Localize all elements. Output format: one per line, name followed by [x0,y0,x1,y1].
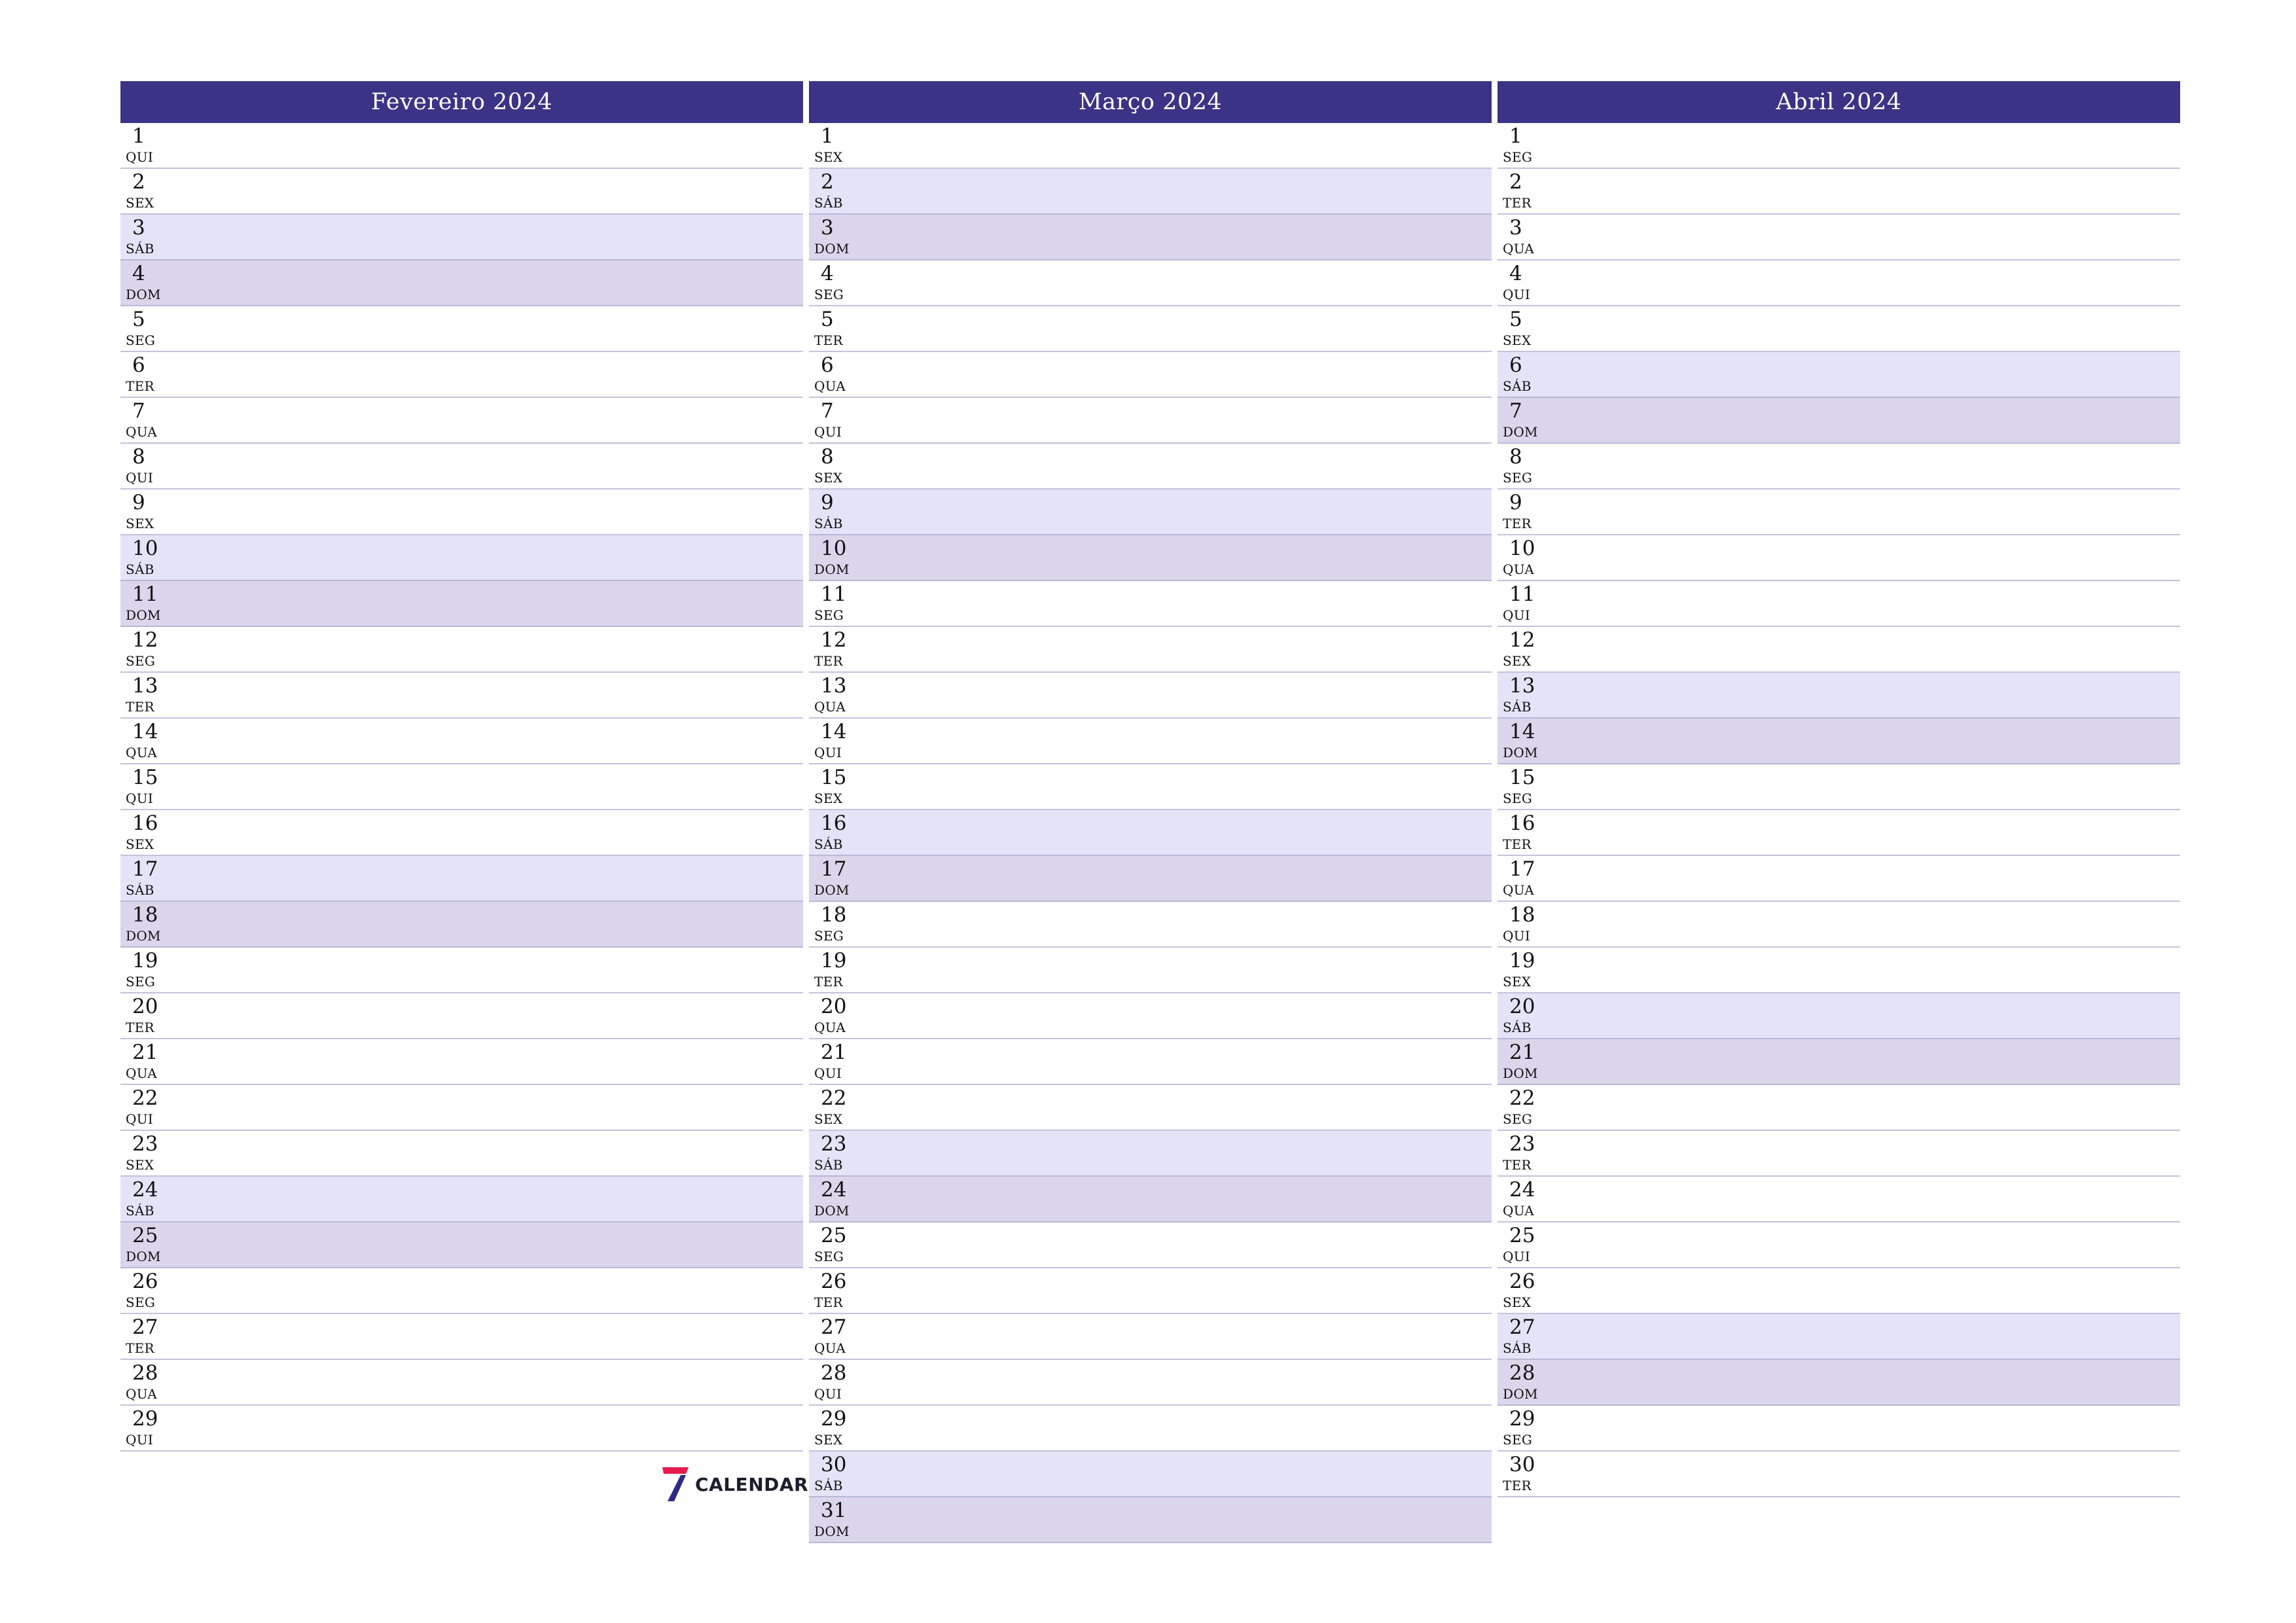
weekday-label: QUI [814,1386,842,1402]
day-row[interactable] [809,306,1492,352]
day-number: 4 [132,262,145,285]
day-number: 19 [1509,949,1535,972]
weekday-label: SÁB [126,1203,154,1219]
day-row[interactable] [120,993,803,1039]
weekday-label: SEG [814,928,844,944]
weekday-label: QUA [126,745,157,760]
month-header: Março 2024 [809,81,1492,123]
day-number: 9 [1509,491,1522,514]
weekday-label: SEX [126,195,154,211]
day-row[interactable] [1498,1452,2180,1497]
weekday-label: QUI [126,149,154,165]
day-row[interactable] [809,1268,1492,1314]
day-row[interactable] [120,306,803,352]
day-number: 29 [821,1407,847,1431]
day-number: 25 [821,1224,847,1247]
day-number: 6 [132,353,145,377]
day-number: 3 [132,216,145,240]
day-number: 1 [821,124,834,148]
weekday-label: QUA [814,699,846,715]
day-row[interactable] [1498,398,2180,444]
day-number: 28 [1509,1361,1535,1385]
weekday-label: QUI [126,1111,154,1127]
day-row[interactable] [1498,810,2180,856]
day-row[interactable] [809,398,1492,444]
day-number: 17 [1509,857,1535,881]
weekday-label: SEX [1503,1294,1532,1310]
day-number: 14 [132,720,158,743]
weekday-label: SEG [126,1294,156,1310]
day-row[interactable] [809,123,1492,169]
weekday-label: TER [1503,1478,1532,1493]
day-number: 22 [132,1086,158,1110]
weekday-label: SEG [126,332,156,348]
day-row[interactable] [1498,490,2180,535]
day-row[interactable] [120,123,803,169]
day-number: 1 [1509,124,1522,148]
day-number: 2 [132,170,145,194]
day-number: 9 [821,491,834,514]
day-row[interactable] [120,398,803,444]
day-row[interactable] [120,169,803,215]
weekday-label: QUI [1503,287,1531,302]
weekday-label: QUI [126,791,154,806]
weekday-label: DOM [1503,745,1538,760]
day-row[interactable] [120,719,803,764]
day-row[interactable] [1498,902,2180,948]
day-row[interactable] [1498,673,2180,719]
day-number: 27 [132,1315,158,1339]
weekday-label: DOM [1503,424,1538,440]
day-number: 5 [1509,308,1522,331]
day-row[interactable] [1498,1268,2180,1314]
day-row[interactable] [1498,948,2180,993]
weekday-label: DOM [814,1203,850,1219]
weekday-label: DOM [126,607,161,623]
day-row[interactable] [1498,215,2180,260]
day-number: 15 [821,766,847,789]
day-number: 14 [1509,720,1535,743]
day-number: 16 [1509,812,1535,835]
day-number: 26 [132,1270,158,1293]
day-row[interactable] [1498,535,2180,581]
day-row[interactable] [1498,260,2180,306]
day-row[interactable] [120,1039,803,1085]
day-number: 13 [132,674,158,698]
weekday-label: TER [814,653,843,669]
day-row[interactable] [809,764,1492,810]
day-number: 18 [821,903,847,927]
weekday-label: SÁB [814,195,843,211]
day-number: 12 [132,628,158,652]
weekday-label: QUI [126,1432,154,1448]
day-row[interactable] [120,1268,803,1314]
day-row[interactable] [1498,1360,2180,1406]
weekday-label: SÁB [814,1478,843,1493]
day-row[interactable] [120,1177,803,1222]
day-number: 2 [1509,170,1522,194]
day-number: 14 [821,720,847,743]
day-row[interactable] [809,1360,1492,1406]
day-row[interactable] [809,490,1492,535]
weekday-label: SEG [1503,470,1533,486]
weekday-label: QUA [1503,562,1534,577]
day-row[interactable] [1498,581,2180,627]
day-number: 23 [132,1132,158,1156]
month-column-abril [1498,81,2180,1497]
day-row[interactable] [120,810,803,856]
day-number: 24 [1509,1178,1535,1202]
day-row[interactable] [120,444,803,490]
day-row[interactable] [809,1222,1492,1268]
day-number: 30 [821,1453,847,1476]
day-row[interactable] [1498,444,2180,490]
month-header: Abril 2024 [1498,81,2180,123]
weekday-label: SÁB [1503,1020,1532,1035]
day-number: 5 [132,308,145,331]
weekday-label: DOM [814,882,850,898]
day-row[interactable] [1498,1039,2180,1085]
day-number: 7 [132,399,145,423]
day-number: 5 [821,308,834,331]
day-number: 17 [821,857,847,881]
day-number: 3 [821,216,834,240]
day-row[interactable] [120,627,803,673]
day-number: 25 [1509,1224,1535,1247]
day-number: 26 [821,1270,847,1293]
day-row[interactable] [1498,719,2180,764]
weekday-label: SEX [814,470,843,486]
weekday-label: DOM [1503,1386,1538,1402]
day-row[interactable] [1498,1222,2180,1268]
weekday-label: SEG [814,607,844,623]
day-row[interactable] [120,1406,803,1452]
weekday-label: SEG [814,1249,844,1264]
weekday-label: SÁB [126,562,154,577]
weekday-label: SÁB [814,836,843,852]
day-number: 22 [821,1086,847,1110]
day-number: 7 [821,399,834,423]
day-number: 27 [1509,1315,1535,1339]
day-number: 12 [821,628,847,652]
day-number: 8 [821,445,834,469]
day-row[interactable] [1498,1314,2180,1360]
day-number: 11 [1509,582,1535,606]
day-row[interactable] [809,856,1492,902]
day-row[interactable] [809,902,1492,948]
day-number: 10 [1509,537,1535,560]
day-list [809,123,1492,1543]
day-number: 2 [821,170,834,194]
weekday-label: SEX [126,836,154,852]
weekday-label: TER [1503,1157,1532,1173]
day-row[interactable] [1498,306,2180,352]
day-list [120,123,803,1452]
day-number: 8 [132,445,145,469]
day-number: 11 [132,582,158,606]
day-row[interactable] [1498,764,2180,810]
weekday-label: QUA [1503,1203,1534,1219]
day-row[interactable] [120,1314,803,1360]
day-number: 18 [132,903,158,927]
day-row[interactable] [809,1131,1492,1177]
weekday-label: QUI [814,1065,842,1081]
day-number: 21 [132,1041,158,1064]
day-number: 30 [1509,1453,1535,1476]
day-row[interactable] [120,764,803,810]
day-number: 29 [132,1407,158,1431]
day-row[interactable] [120,352,803,398]
weekday-label: TER [126,699,154,715]
day-number: 4 [1509,262,1522,285]
day-number: 26 [1509,1270,1535,1293]
weekday-label: SÁB [814,1157,843,1173]
day-number: 16 [132,812,158,835]
logo-text: CALENDAR [695,1473,809,1495]
weekday-label: SÁB [126,241,154,257]
weekday-label: DOM [814,562,850,577]
day-number: 6 [1509,353,1522,377]
day-number: 12 [1509,628,1535,652]
day-row[interactable] [120,1222,803,1268]
day-row[interactable] [120,1131,803,1177]
weekday-label: QUA [126,1386,157,1402]
day-number: 19 [132,949,158,972]
day-row[interactable] [809,1039,1492,1085]
weekday-label: SÁB [1503,378,1532,394]
day-row[interactable] [809,169,1492,215]
weekday-label: QUI [126,470,154,486]
day-number: 28 [132,1361,158,1385]
day-row[interactable] [1498,856,2180,902]
day-row[interactable] [809,1406,1492,1452]
day-number: 27 [821,1315,847,1339]
weekday-label: SEX [1503,653,1532,669]
day-row[interactable] [809,215,1492,260]
weekday-label: QUA [126,1065,157,1081]
day-number: 31 [821,1499,847,1522]
day-row[interactable] [120,581,803,627]
weekday-label: DOM [126,928,161,944]
weekday-label: TER [814,974,843,990]
weekday-label: DOM [814,1524,850,1539]
day-number: 21 [821,1041,847,1064]
weekday-label: SEG [126,653,156,669]
weekday-label: SÁB [126,882,154,898]
weekday-label: QUI [1503,1249,1531,1264]
weekday-label: SEG [814,287,844,302]
day-row[interactable] [1498,627,2180,673]
day-row[interactable] [120,856,803,902]
day-number: 23 [821,1132,847,1156]
day-number: 20 [821,995,847,1018]
weekday-label: SEG [1503,791,1533,806]
day-number: 18 [1509,903,1535,927]
weekday-label: SÁB [1503,1340,1532,1356]
day-number: 8 [1509,445,1522,469]
day-number: 3 [1509,216,1522,240]
calendar-logo[interactable] [661,1466,808,1503]
weekday-label: SEX [814,791,843,806]
day-row[interactable] [120,260,803,306]
seven-logo-icon [661,1466,690,1503]
day-row[interactable] [809,535,1492,581]
weekday-label: TER [1503,836,1532,852]
day-row[interactable] [809,627,1492,673]
weekday-label: QUA [1503,882,1534,898]
month-column-marco [809,81,1492,1543]
day-number: 22 [1509,1086,1535,1110]
day-row[interactable] [809,581,1492,627]
weekday-label: DOM [126,287,161,302]
day-row[interactable] [809,1497,1492,1543]
weekday-label: QUA [1503,241,1534,257]
weekday-label: SEG [126,974,156,990]
day-row[interactable] [120,673,803,719]
day-number: 21 [1509,1041,1535,1064]
day-row[interactable] [120,1360,803,1406]
day-row[interactable] [120,490,803,535]
weekday-label: TER [126,378,154,394]
day-row[interactable] [1498,352,2180,398]
day-row[interactable] [809,993,1492,1039]
day-row[interactable] [809,352,1492,398]
day-number: 20 [132,995,158,1018]
weekday-label: TER [126,1340,154,1356]
weekday-label: QUI [1503,607,1531,623]
day-number: 20 [1509,995,1535,1018]
day-number: 16 [821,812,847,835]
day-number: 17 [132,857,158,881]
day-number: 15 [1509,766,1535,789]
day-row[interactable] [1498,993,2180,1039]
day-number: 11 [821,582,847,606]
day-row[interactable] [1498,1085,2180,1131]
day-row[interactable] [120,1085,803,1131]
weekday-label: SEX [126,1157,154,1173]
day-number: 24 [132,1178,158,1202]
day-row[interactable] [809,719,1492,764]
month-column-fevereiro [120,81,803,1452]
weekday-label: SEX [814,149,843,165]
day-row[interactable] [809,1085,1492,1131]
day-row[interactable] [809,1314,1492,1360]
day-row[interactable] [809,444,1492,490]
day-row[interactable] [809,1452,1492,1497]
day-row[interactable] [809,810,1492,856]
day-number: 24 [821,1178,847,1202]
weekday-label: SEG [1503,149,1533,165]
day-number: 10 [132,537,158,560]
day-number: 9 [132,491,145,514]
day-number: 23 [1509,1132,1535,1156]
day-row[interactable] [1498,169,2180,215]
day-row[interactable] [120,948,803,993]
weekday-label: QUA [814,1020,846,1035]
weekday-label: QUA [814,378,846,394]
weekday-label: SÁB [1503,699,1532,715]
day-number: 10 [821,537,847,560]
weekday-label: QUI [814,424,842,440]
weekday-label: TER [814,332,843,348]
day-number: 15 [132,766,158,789]
day-row[interactable] [1498,1177,2180,1222]
weekday-label: DOM [1503,1065,1538,1081]
day-number: 13 [821,674,847,698]
day-row[interactable] [120,215,803,260]
day-row[interactable] [1498,1131,2180,1177]
day-row[interactable] [120,535,803,581]
weekday-label: SEG [1503,1432,1533,1448]
day-number: 25 [132,1224,158,1247]
weekday-label: SEX [1503,332,1532,348]
weekday-label: SEX [126,516,154,531]
day-row[interactable] [809,1177,1492,1222]
day-row[interactable] [809,948,1492,993]
day-number: 4 [821,262,834,285]
weekday-label: QUA [814,1340,846,1356]
weekday-label: DOM [814,241,850,257]
weekday-label: SEX [1503,974,1532,990]
day-row[interactable] [120,902,803,948]
day-row[interactable] [1498,123,2180,169]
weekday-label: SEX [814,1111,843,1127]
day-row[interactable] [1498,1406,2180,1452]
weekday-label: SÁB [814,516,843,531]
day-number: 6 [821,353,834,377]
day-number: 7 [1509,399,1522,423]
day-number: 13 [1509,674,1535,698]
weekday-label: QUA [126,424,157,440]
weekday-label: DOM [126,1249,161,1264]
day-row[interactable] [809,673,1492,719]
day-number: 19 [821,949,847,972]
weekday-label: TER [814,1294,843,1310]
weekday-label: TER [126,1020,154,1035]
day-row[interactable] [809,260,1492,306]
weekday-label: QUI [1503,928,1531,944]
day-number: 28 [821,1361,847,1385]
month-header: Fevereiro 2024 [120,81,803,123]
weekday-label: SEG [1503,1111,1533,1127]
day-number: 1 [132,124,145,148]
weekday-label: QUI [814,745,842,760]
weekday-label: TER [1503,195,1532,211]
day-list [1498,123,2180,1497]
weekday-label: TER [1503,516,1532,531]
weekday-label: SEX [814,1432,843,1448]
day-number: 29 [1509,1407,1535,1431]
